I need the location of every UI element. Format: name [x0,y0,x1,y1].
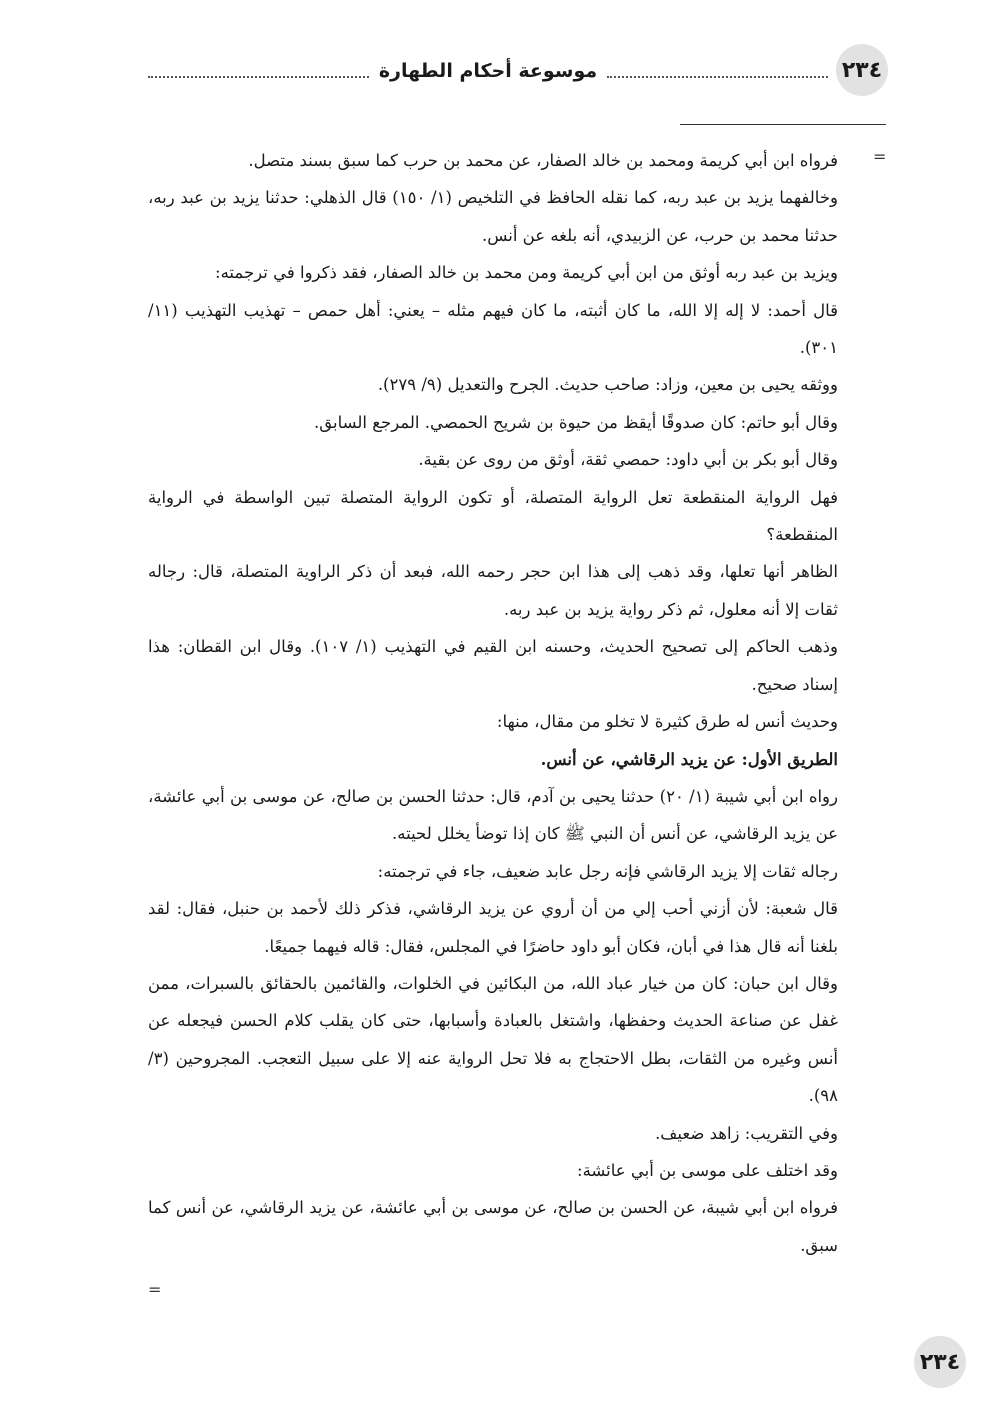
running-header [148,56,828,86]
continuation-marker-bottom: = [148,1280,162,1299]
header-dots-left [148,76,369,78]
paragraph: وقال أبو حاتم: كان صدوقًا أيقظ من حيوة بن شريح الحمصي. المرجع السابق. [314,412,838,432]
book-title: موسوعة أحكام الطهارة [378,60,598,82]
paragraph: ويزيد بن عبد ربه أوثق من ابن أبي كريمة ومن محمد بن خالد الصفار، فقد ذكروا في ترجمته: [215,263,838,283]
paragraph: وذهب الحاكم إلى تصحيح الحديث، وحسنه ابن القيم في التهذيب (١/ ١٠٧). وقال ابن القطان: هذا إسناد صحيح. [148,637,838,694]
paragraph: ووثقه يحيى بن معين، وزاد: صاحب حديث. الجرح والتعديل (٩/ ٢٧٩). [377,375,838,395]
paragraph: وقد اختلف على موسى بن أبي عائشة: [577,1160,838,1180]
paragraph: فرواه ابن أبي كريمة ومحمد بن خالد الصفار، عن محمد بن حرب كما سبق بسند متصل. [248,151,838,170]
paragraph: فرواه ابن أبي شيبة، عن الحسن بن صالح، عن موسى بن أبي عائشة، عن يزيد الرقاشي، عن أنس كما سبق. [148,1198,838,1255]
paragraph: رواه ابن أبي شيبة (١/ ٢٠) حدثنا يحيى بن آدم، قال: حدثنا الحسن بن صالح، عن موسى بن أبي عائشة، عن يزيد الرقاشي، عن أنس أن النبي ﷺ كان إذا توضأ يخلل لحيته. [148,786,838,844]
header-page-number-text: ٢٣٤ [841,57,883,83]
section-heading: الطريق الأول: عن يزيد الرقاشي، عن أنس. [540,749,838,769]
paragraph: الظاهر أنها تعلها، وقد ذهب إلى هذا ابن حجر رحمه الله، فبعد أن ذكر الراوية المتصلة، قال: رجاله ثقات إلا أنه معلول، ثم ذكر رواية يزيد بن عبد ربه. [148,562,838,619]
header-page-number [836,44,888,96]
footer-page-number-text: ٢٣٤ [919,1349,961,1375]
paragraph: قال شعبة: لأن أزني أحب إلي من أن أروي عن يزيد الرقاشي، فذكر ذلك لأحمد بن حنبل، فقال: لقد بلغنا أنه قال هذا في أبان، فكان أبو داود حاضرًا في المجلس، فقال: قاله فيهما جميعًا. [148,899,838,956]
paragraph: وحديث أنس له طرق كثيرة لا تخلو من مقال، منها: [496,712,838,732]
paragraph: وفي التقريب: زاهد ضعيف. [655,1123,838,1143]
header-dots-right [607,76,828,78]
paragraph: رجاله ثقات إلا يزيد الرقاشي فإنه رجل عابد ضعيف، جاء في ترجمته: [377,861,838,881]
paragraph: وقال ابن حبان: كان من خيار عباد الله، من البكائين في الخلوات، والقائمين بالحقائق بالسبرات، ممن غفل عن صناعة الحديث وحفظها، واشتغل بالعبادة وأسبابها، حتى كان يقلب كلام الحسن فيجعله عن أنس وغيره من الثقات، بطل الاحتجاج به فلا تحل الرواية عنه إلا على سبيل التعجب. المجروحين (٣/ ٩٨). [148,973,838,1106]
paragraph: وخالفهما يزيد بن عبد ربه، كما نقله الحافظ في التلخيص (١/ ١٥٠) قال الذهلي: حدثنا يزيد بن عبد ربه، حدثنا محمد بن حرب، عن الزبيدي، أنه بلغه عن أنس. [148,188,838,245]
paragraph: وقال أبو بكر بن أبي داود: حمصي ثقة، أوثق من روى عن بقية. [418,450,838,470]
continuation-marker-top: = [873,147,887,166]
paragraph: قال أحمد: لا إله إلا الله، ما كان أثبته، ما كان فيهم مثله – يعني: أهل حمص – تهذيب التهذيب (١١/ ٣٠١). [148,300,838,358]
footnote-separator [680,124,886,125]
footnote-body [148,142,838,1264]
footer-page-number [914,1336,966,1388]
paragraph: فهل الرواية المنقطعة تعل الرواية المتصلة، أو تكون الرواية المتصلة تبين الواسطة في الرواية المنقطعة؟ [148,487,838,545]
